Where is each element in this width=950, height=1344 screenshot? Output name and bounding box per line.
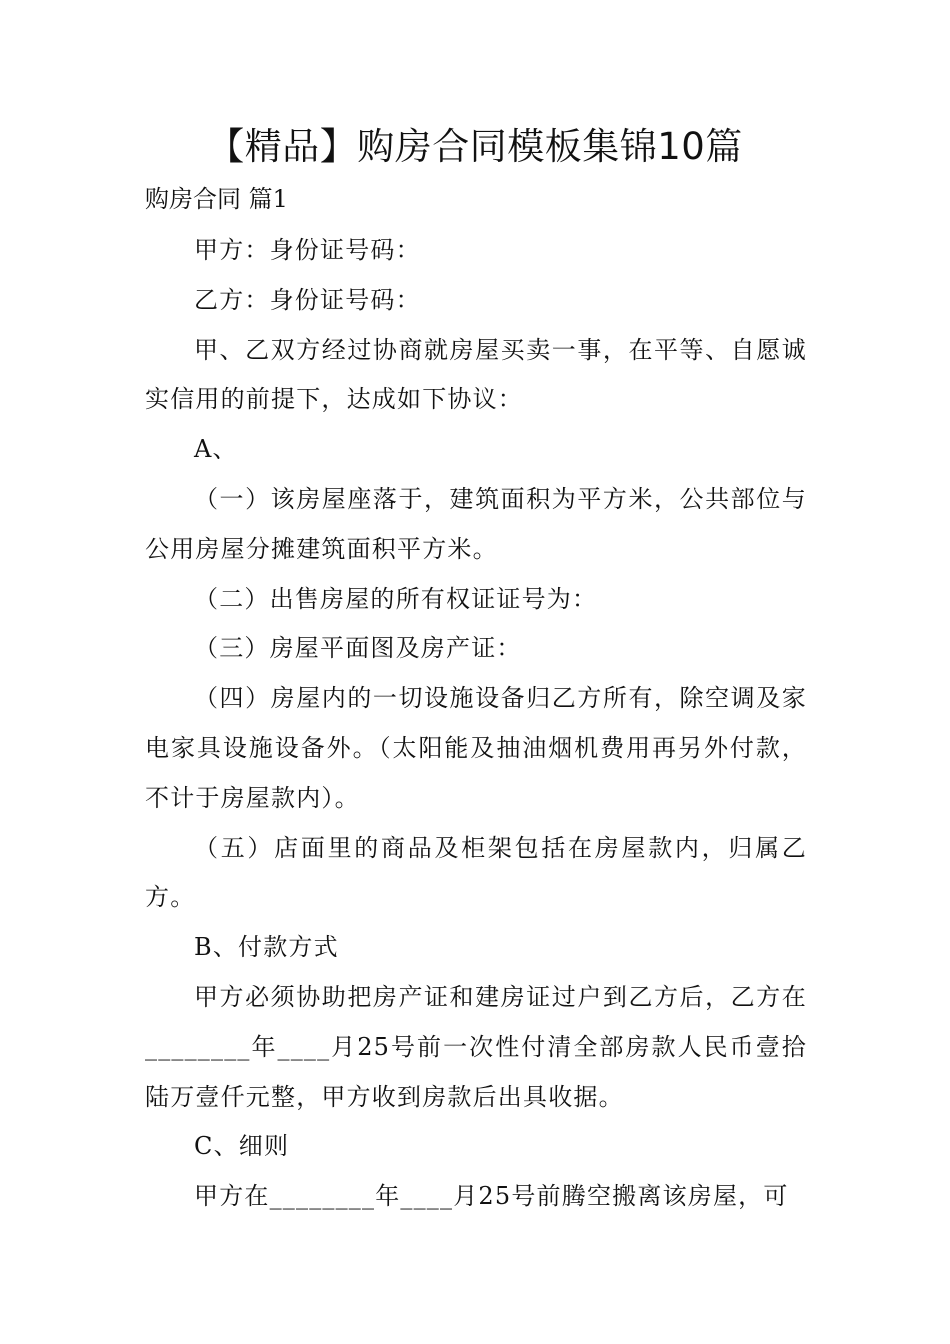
paragraph-item-4: （四）房屋内的一切设施设备归乙方所有，除空调及家电家具设施设备外。（太阳能及抽油烟机费用再另外付款，不计于房屋款内）。	[145, 684, 807, 812]
paragraph-item-2: （二）出售房屋的所有权证证号为：	[194, 584, 598, 613]
paragraph-item-3: （三）房屋平面图及房产证：	[194, 634, 522, 663]
paragraph-party-a: 甲方：身份证号码：	[194, 236, 421, 264]
paragraph-section-b: B、付款方式	[194, 933, 339, 962]
paragraph-details: 甲方在________年____月25号前腾空搬离该房屋，可	[194, 1182, 789, 1211]
paragraph-party-b: 乙方：身份证号码：	[194, 285, 421, 314]
paragraph-section-a: A、	[194, 435, 238, 464]
paragraph-item-5: （五）店面里的商品及柜架包括在房屋款内，归属乙方。	[145, 833, 807, 912]
paragraph-payment: 甲方必须协助把房产证和建房证过户到乙方后，乙方在________年____月25号前一次性付清全部房款人民币壹拾陆万壹仟元整，甲方收到房款后出具收据。	[145, 982, 807, 1111]
paragraph-section-c: C、细则	[194, 1132, 290, 1161]
paragraph-intro: 甲、乙双方经过协商就房屋买卖一事，在平等、自愿诚实信用的前提下，达成如下协议：	[145, 335, 807, 414]
paragraph-item-1: （一）该房屋座落于，建筑面积为平方米，公共部位与公用房屋分摊建筑面积平方米。	[145, 484, 807, 563]
document-body	[145, 226, 807, 1222]
section-heading: 购房合同 篇1	[145, 185, 288, 213]
document-title: 【精品】购房合同模板集锦10篇	[207, 125, 743, 168]
